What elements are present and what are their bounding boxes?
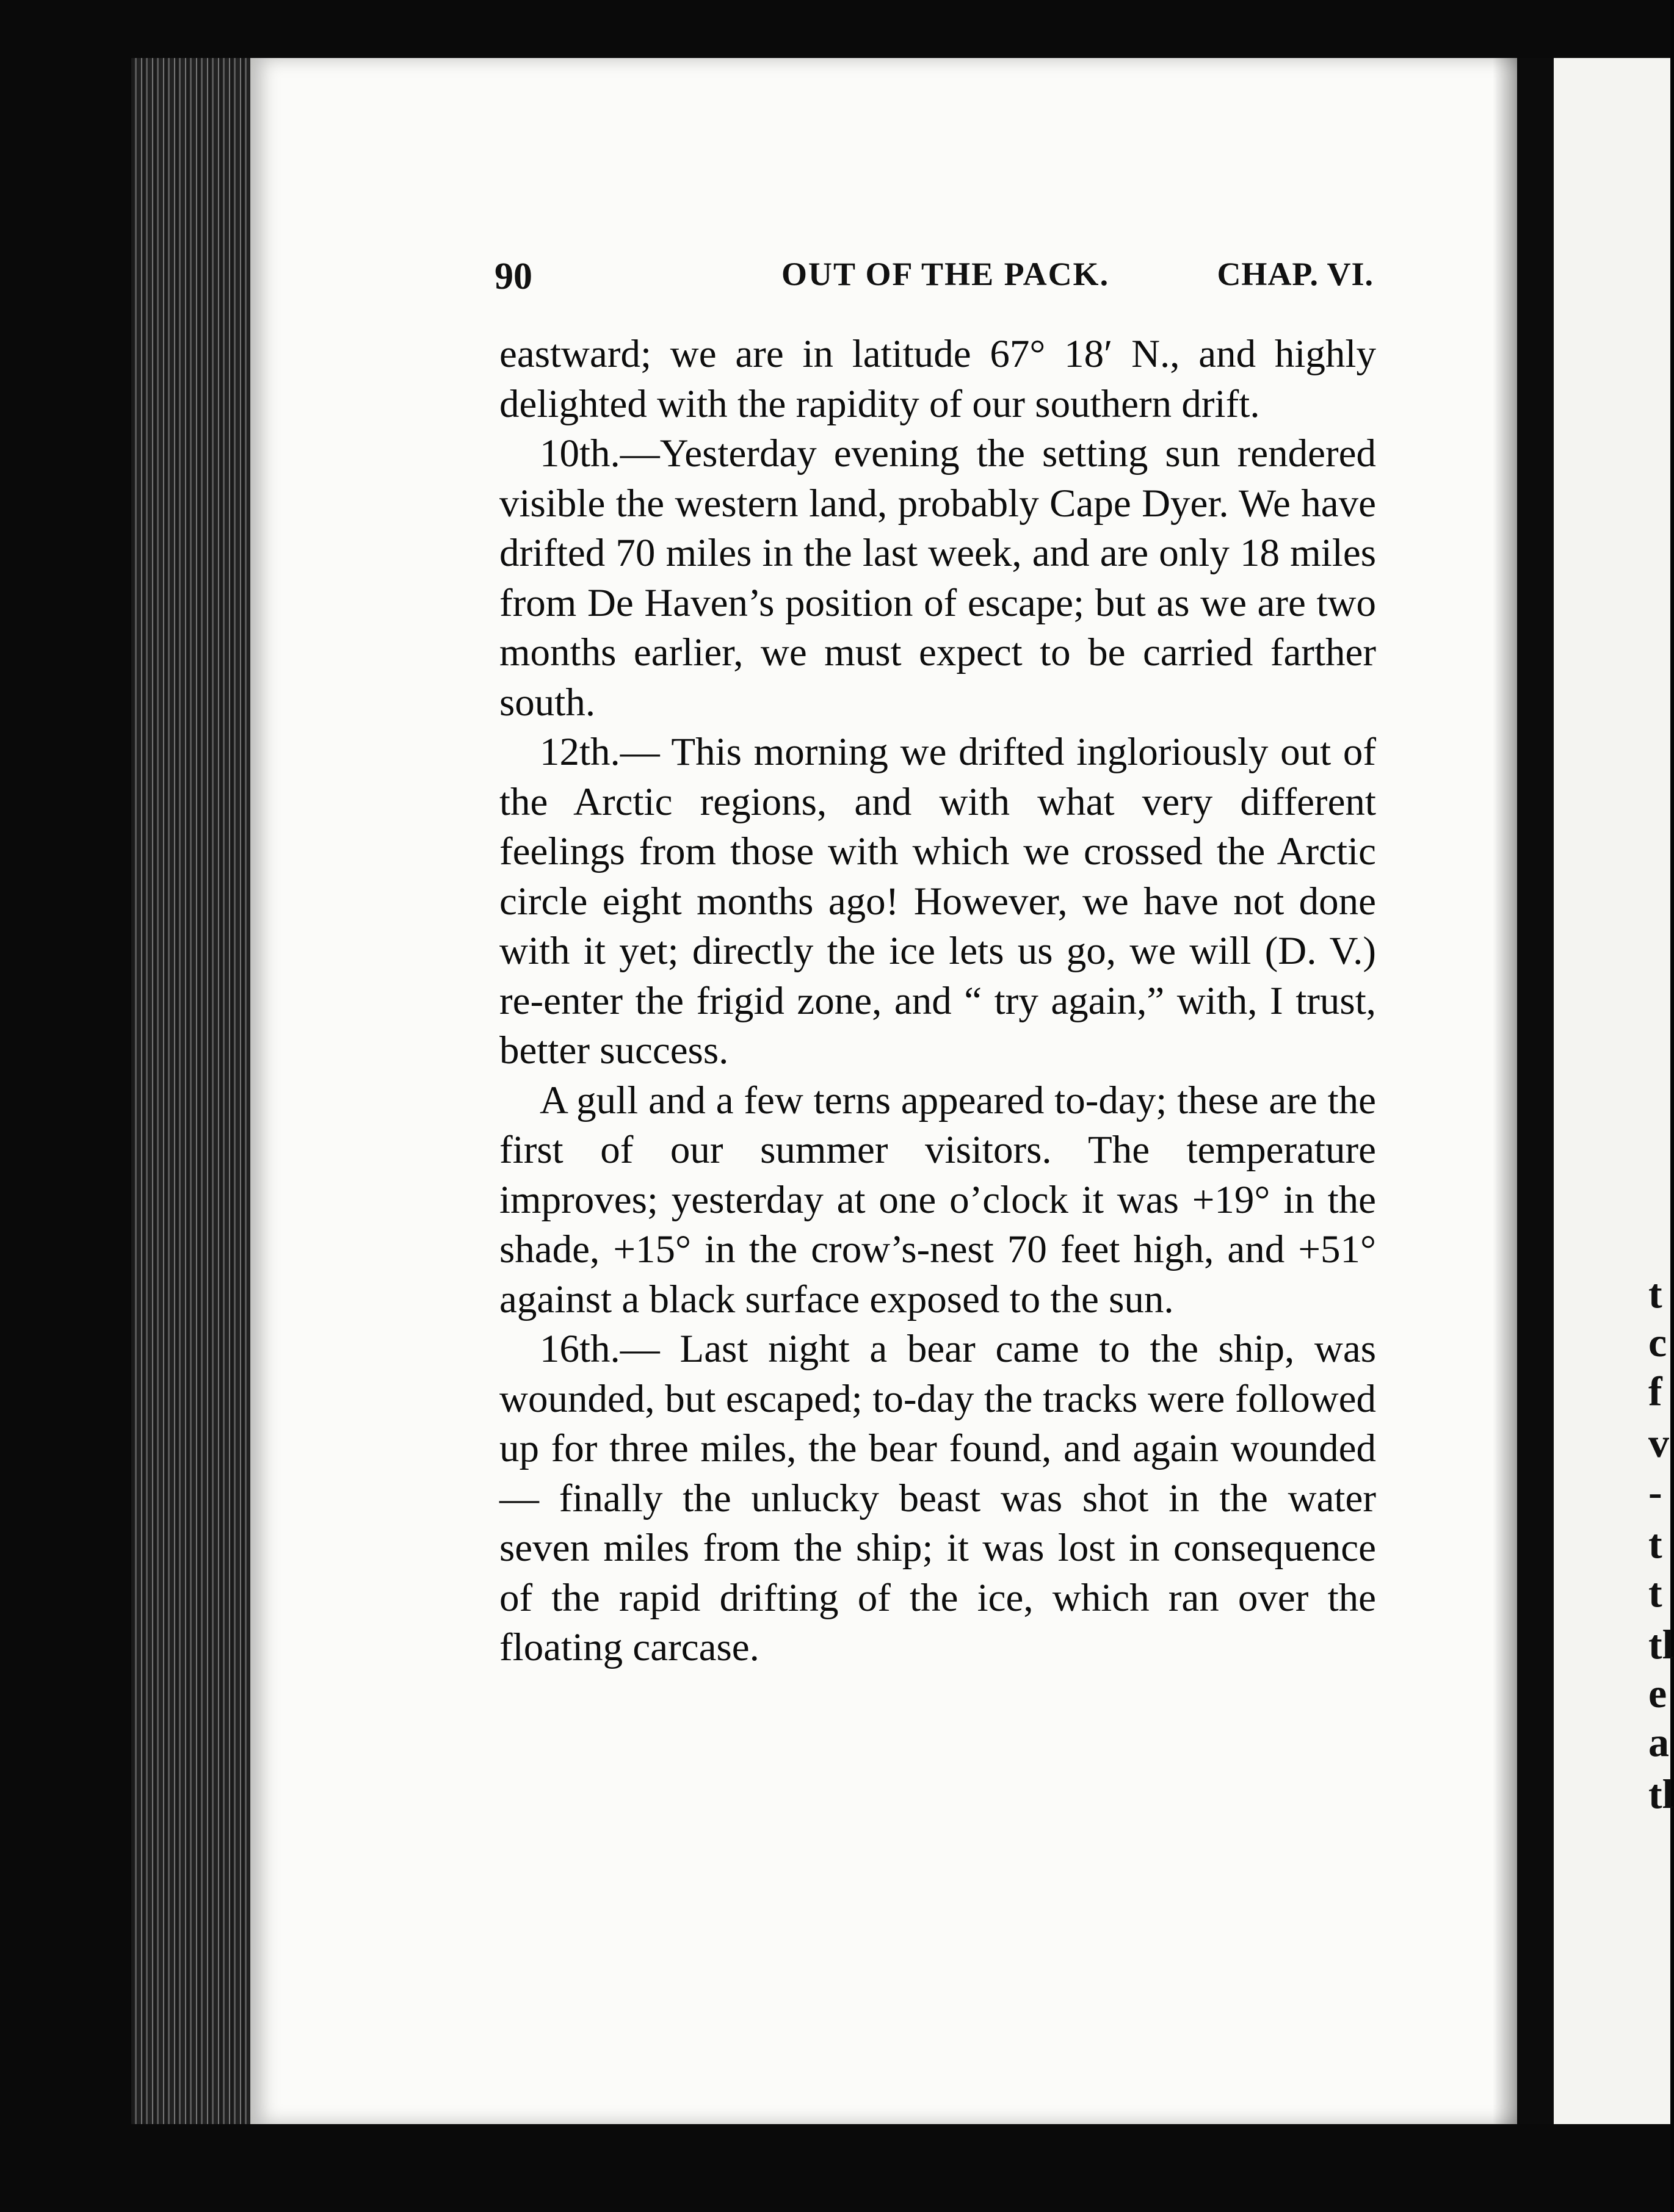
chapter-label: CHAP. VI. — [1217, 256, 1374, 292]
facing-page-fragment: v — [1648, 1420, 1669, 1466]
paragraph: 10th.—Yesterday evening the setting sun rendered visible the western land, probably Cape Dyer. We have drifted 70 miles in the last week, and are only 18 miles from De Haven’s position of escape; but as we are two months earlier, we must expect to be carried farther south. — [499, 432, 1376, 725]
paragraph: A gull and a few terns appeared to-day; these are the first of our summer visitors. The temperature improves; yesterday at one o’clock it was +19° in the shade, +15° in the crow’s-nest 70 feet high, and +51° against a black surface exposed to the sun. — [499, 1078, 1376, 1321]
gutter-shadow — [1493, 58, 1517, 2124]
page-number: 90 — [495, 256, 532, 297]
facing-page-fragment: t — [1648, 1520, 1662, 1567]
facing-page-fragment: - — [1648, 1469, 1662, 1515]
facing-page-fragment: e — [1648, 1670, 1667, 1716]
facing-page-fragment: f — [1648, 1368, 1662, 1414]
paragraph: 12th.— This morning we drifted ingloriously out of the Arctic regions, and with what very different feelings from those with which we crossed the Arctic circle eight months ago! However, we have not done with it yet; directly the ice lets us go, we will (D. V.) re-enter the frigid zone, and “ try again,” with, I trust, better success. — [499, 730, 1376, 1072]
book-gutter — [1520, 58, 1554, 2124]
running-head — [495, 250, 1374, 305]
running-title: OUT OF THE PACK. — [781, 256, 1110, 292]
facing-page-fragment: tl — [1648, 1621, 1674, 1668]
body-text — [499, 330, 1376, 1673]
facing-page-fragment: a — [1648, 1719, 1669, 1765]
paragraph: 16th.— Last night a bear came to the ship, was wounded, but escaped; to-day the tracks were followed up for three miles, the bear found, and again wounded — finally the unlucky beast was shot in the water seven miles from the ship; it was lost in consequence of the rapid drifting of the ice, which ran over the floating carcase. — [499, 1327, 1376, 1669]
facing-page-fragment: t — [1648, 1569, 1662, 1616]
facing-page-fragment: c — [1648, 1319, 1667, 1365]
facing-page-fragment: t — [1648, 1270, 1662, 1317]
paragraph: eastward; we are in latitude 67° 18′ N., and highly delighted with the rapidity of our southern drift. — [499, 332, 1376, 426]
page-edges — [131, 58, 253, 2124]
facing-page-fragment: tl — [1648, 1771, 1674, 1817]
